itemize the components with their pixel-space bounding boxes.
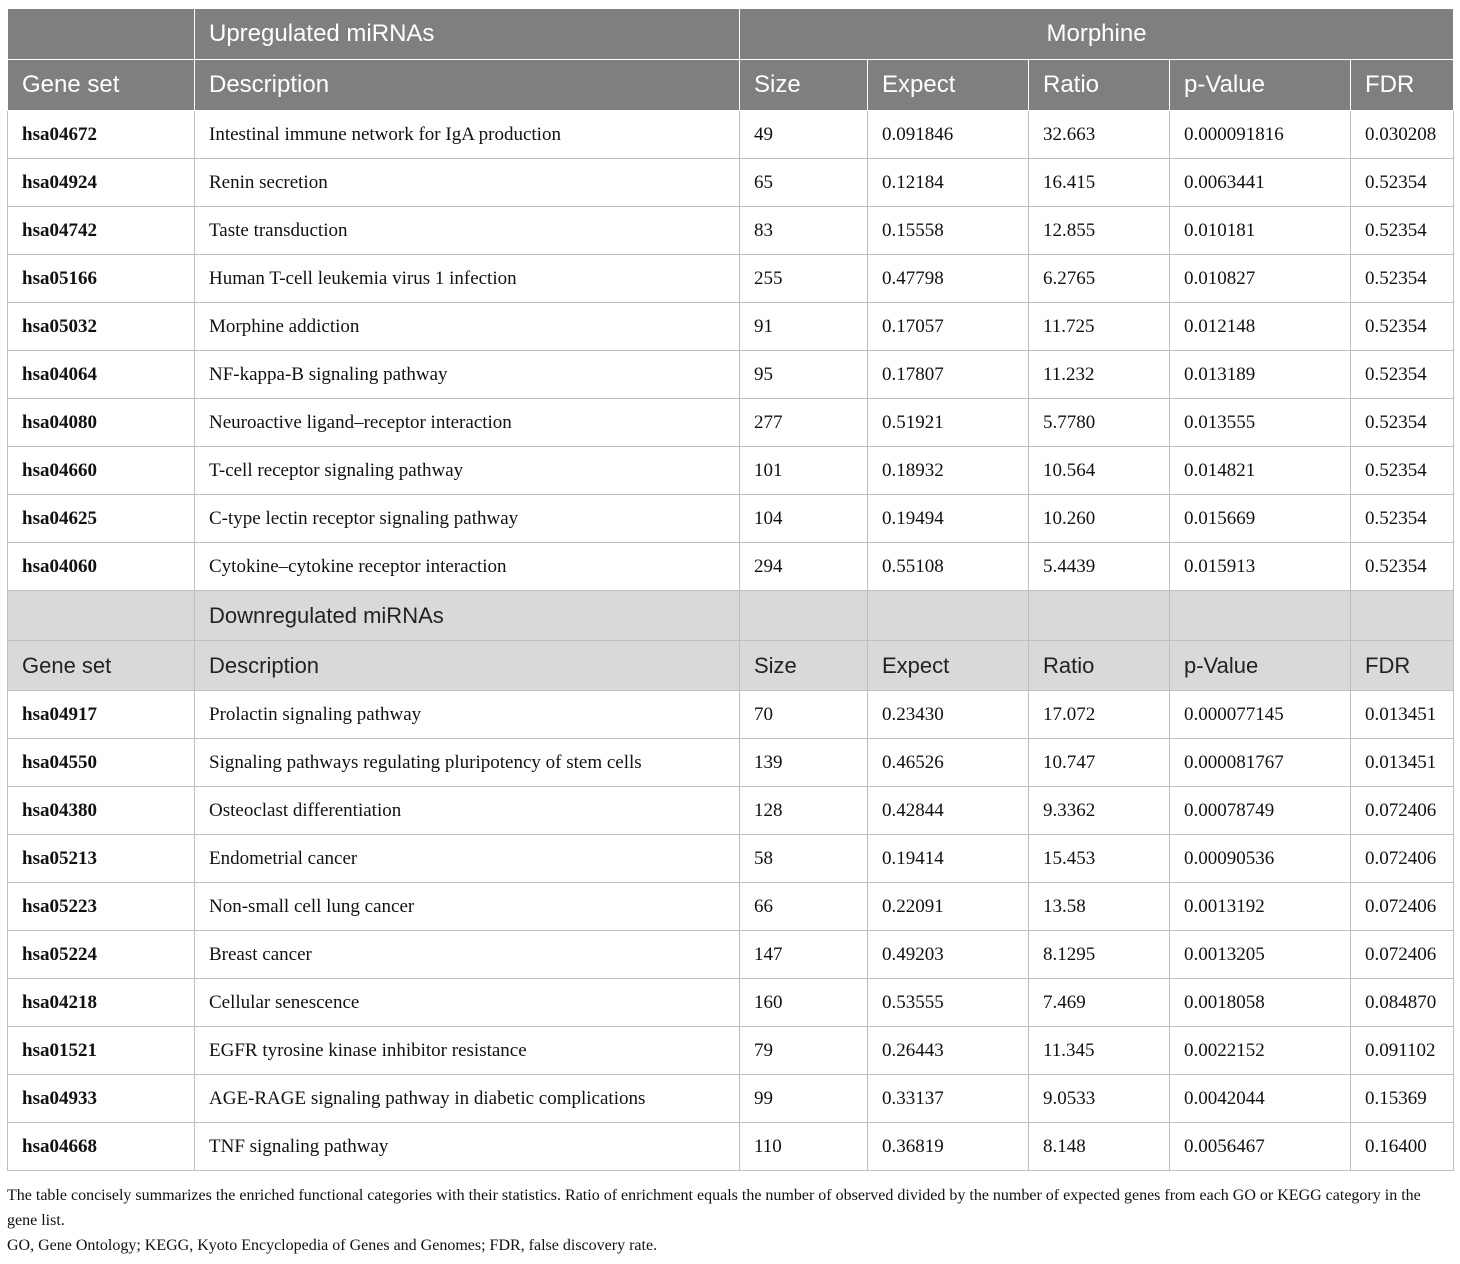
fdr-cell: 0.084870 <box>1351 979 1454 1027</box>
size-cell: 277 <box>740 399 868 447</box>
fdr-cell: 0.52354 <box>1351 255 1454 303</box>
expect-cell: 0.49203 <box>868 931 1029 979</box>
gene-set-cell: hsa04933 <box>8 1075 195 1123</box>
gene-set-cell: hsa04625 <box>8 495 195 543</box>
header-ratio: Ratio <box>1029 641 1170 691</box>
size-cell: 255 <box>740 255 868 303</box>
ratio-cell: 16.415 <box>1029 159 1170 207</box>
ratio-cell: 9.0533 <box>1029 1075 1170 1123</box>
description-cell: C-type lectin receptor signaling pathway <box>195 495 740 543</box>
size-cell: 160 <box>740 979 868 1027</box>
empty-header-cell <box>8 9 195 60</box>
expect-cell: 0.46526 <box>868 739 1029 787</box>
p-value-cell: 0.013189 <box>1170 351 1351 399</box>
p-value-cell: 0.015913 <box>1170 543 1351 591</box>
p-value-cell: 0.010181 <box>1170 207 1351 255</box>
table-row <box>8 931 1454 979</box>
size-cell: 294 <box>740 543 868 591</box>
p-value-cell: 0.0013192 <box>1170 883 1351 931</box>
ratio-cell: 11.345 <box>1029 1027 1170 1075</box>
expect-cell: 0.22091 <box>868 883 1029 931</box>
p-value-cell: 0.0042044 <box>1170 1075 1351 1123</box>
description-cell: Cellular senescence <box>195 979 740 1027</box>
fdr-cell: 0.52354 <box>1351 207 1454 255</box>
expect-cell: 0.19494 <box>868 495 1029 543</box>
fdr-cell: 0.16400 <box>1351 1123 1454 1171</box>
description-cell: AGE-RAGE signaling pathway in diabetic complications <box>195 1075 740 1123</box>
p-value-cell: 0.000091816 <box>1170 111 1351 159</box>
ratio-cell: 9.3362 <box>1029 787 1170 835</box>
gene-set-cell: hsa04380 <box>8 787 195 835</box>
table-footnotes <box>7 1183 1453 1258</box>
expect-cell: 0.51921 <box>868 399 1029 447</box>
p-value-cell: 0.013555 <box>1170 399 1351 447</box>
ratio-cell: 11.232 <box>1029 351 1170 399</box>
size-cell: 58 <box>740 835 868 883</box>
ratio-cell: 13.58 <box>1029 883 1170 931</box>
ratio-cell: 15.453 <box>1029 835 1170 883</box>
table-row <box>8 303 1454 351</box>
expect-cell: 0.53555 <box>868 979 1029 1027</box>
gene-set-cell: hsa04668 <box>8 1123 195 1171</box>
description-cell: Human T-cell leukemia virus 1 infection <box>195 255 740 303</box>
down-section-label: Downregulated miRNAs <box>195 591 740 641</box>
p-value-cell: 0.000081767 <box>1170 739 1351 787</box>
size-cell: 110 <box>740 1123 868 1171</box>
expect-cell: 0.55108 <box>868 543 1029 591</box>
ratio-cell: 32.663 <box>1029 111 1170 159</box>
description-cell: T-cell receptor signaling pathway <box>195 447 740 495</box>
fdr-cell: 0.091102 <box>1351 1027 1454 1075</box>
empty-header-cell <box>8 591 195 641</box>
p-value-cell: 0.0022152 <box>1170 1027 1351 1075</box>
table-row <box>8 979 1454 1027</box>
table-row <box>8 111 1454 159</box>
fdr-cell: 0.013451 <box>1351 691 1454 739</box>
gene-set-cell: hsa05213 <box>8 835 195 883</box>
gene-set-cell: hsa05166 <box>8 255 195 303</box>
fdr-cell: 0.072406 <box>1351 835 1454 883</box>
p-value-cell: 0.0056467 <box>1170 1123 1351 1171</box>
footnote-abbreviations: GO, Gene Ontology; KEGG, Kyoto Encyclopedia of Genes and Genomes; FDR, false discovery rate. <box>7 1237 658 1254</box>
table-row <box>8 495 1454 543</box>
gene-set-cell: hsa04550 <box>8 739 195 787</box>
description-cell: Prolactin signaling pathway <box>195 691 740 739</box>
expect-cell: 0.18932 <box>868 447 1029 495</box>
fdr-cell: 0.52354 <box>1351 351 1454 399</box>
down-column-header-row <box>8 641 1454 691</box>
header-p-value: p-Value <box>1170 641 1351 691</box>
p-value-cell: 0.00090536 <box>1170 835 1351 883</box>
description-cell: Breast cancer <box>195 931 740 979</box>
table-row <box>8 835 1454 883</box>
up-column-header-row <box>8 60 1454 111</box>
expect-cell: 0.15558 <box>868 207 1029 255</box>
gene-set-cell: hsa04060 <box>8 543 195 591</box>
table-row <box>8 1123 1454 1171</box>
p-value-cell: 0.000077145 <box>1170 691 1351 739</box>
gene-set-cell: hsa04218 <box>8 979 195 1027</box>
expect-cell: 0.17057 <box>868 303 1029 351</box>
expect-cell: 0.19414 <box>868 835 1029 883</box>
size-cell: 49 <box>740 111 868 159</box>
header-description: Description <box>195 641 740 691</box>
table-row <box>8 255 1454 303</box>
ratio-cell: 10.747 <box>1029 739 1170 787</box>
size-cell: 91 <box>740 303 868 351</box>
down-section-header-row <box>8 591 1454 641</box>
header-size: Size <box>740 60 868 111</box>
ratio-cell: 10.260 <box>1029 495 1170 543</box>
fdr-cell: 0.15369 <box>1351 1075 1454 1123</box>
ratio-cell: 5.7780 <box>1029 399 1170 447</box>
size-cell: 70 <box>740 691 868 739</box>
gene-set-cell: hsa01521 <box>8 1027 195 1075</box>
up-section-header-row <box>8 9 1454 60</box>
size-cell: 147 <box>740 931 868 979</box>
empty-header-cell <box>1170 591 1351 641</box>
p-value-cell: 0.0018058 <box>1170 979 1351 1027</box>
p-value-cell: 0.010827 <box>1170 255 1351 303</box>
ratio-cell: 10.564 <box>1029 447 1170 495</box>
enrichment-table-container <box>7 8 1453 1171</box>
table-row <box>8 691 1454 739</box>
fdr-cell: 0.072406 <box>1351 931 1454 979</box>
table-row <box>8 351 1454 399</box>
size-cell: 83 <box>740 207 868 255</box>
expect-cell: 0.12184 <box>868 159 1029 207</box>
table-row <box>8 399 1454 447</box>
expect-cell: 0.36819 <box>868 1123 1029 1171</box>
fdr-cell: 0.52354 <box>1351 303 1454 351</box>
gene-set-cell: hsa04917 <box>8 691 195 739</box>
gene-set-cell: hsa04660 <box>8 447 195 495</box>
fdr-cell: 0.52354 <box>1351 159 1454 207</box>
header-ratio: Ratio <box>1029 60 1170 111</box>
description-cell: Intestinal immune network for IgA production <box>195 111 740 159</box>
gene-set-cell: hsa04080 <box>8 399 195 447</box>
size-cell: 66 <box>740 883 868 931</box>
table-row <box>8 739 1454 787</box>
size-cell: 65 <box>740 159 868 207</box>
expect-cell: 0.47798 <box>868 255 1029 303</box>
gene-set-cell: hsa04924 <box>8 159 195 207</box>
description-cell: Morphine addiction <box>195 303 740 351</box>
fdr-cell: 0.52354 <box>1351 495 1454 543</box>
fdr-cell: 0.013451 <box>1351 739 1454 787</box>
fdr-cell: 0.52354 <box>1351 447 1454 495</box>
ratio-cell: 17.072 <box>1029 691 1170 739</box>
ratio-cell: 6.2765 <box>1029 255 1170 303</box>
table-row <box>8 1027 1454 1075</box>
empty-header-cell <box>868 591 1029 641</box>
fdr-cell: 0.52354 <box>1351 399 1454 447</box>
ratio-cell: 12.855 <box>1029 207 1170 255</box>
gene-set-cell: hsa05032 <box>8 303 195 351</box>
table-row <box>8 207 1454 255</box>
table-row <box>8 447 1454 495</box>
header-expect: Expect <box>868 641 1029 691</box>
expect-cell: 0.33137 <box>868 1075 1029 1123</box>
description-cell: Taste transduction <box>195 207 740 255</box>
table-row <box>8 159 1454 207</box>
table-row <box>8 787 1454 835</box>
header-description: Description <box>195 60 740 111</box>
ratio-cell: 7.469 <box>1029 979 1170 1027</box>
enrichment-table <box>7 8 1454 1171</box>
ratio-cell: 8.148 <box>1029 1123 1170 1171</box>
fdr-cell: 0.030208 <box>1351 111 1454 159</box>
description-cell: Signaling pathways regulating pluripotency of stem cells <box>195 739 740 787</box>
table-row <box>8 883 1454 931</box>
gene-set-cell: hsa04064 <box>8 351 195 399</box>
description-cell: Renin secretion <box>195 159 740 207</box>
size-cell: 104 <box>740 495 868 543</box>
ratio-cell: 8.1295 <box>1029 931 1170 979</box>
expect-cell: 0.23430 <box>868 691 1029 739</box>
header-expect: Expect <box>868 60 1029 111</box>
header-p-value: p-Value <box>1170 60 1351 111</box>
gene-set-cell: hsa05223 <box>8 883 195 931</box>
description-cell: NF-kappa-B signaling pathway <box>195 351 740 399</box>
expect-cell: 0.17807 <box>868 351 1029 399</box>
expect-cell: 0.42844 <box>868 787 1029 835</box>
empty-header-cell <box>740 591 868 641</box>
header-gene-set: Gene set <box>8 60 195 111</box>
size-cell: 101 <box>740 447 868 495</box>
size-cell: 95 <box>740 351 868 399</box>
expect-cell: 0.091846 <box>868 111 1029 159</box>
ratio-cell: 5.4439 <box>1029 543 1170 591</box>
size-cell: 79 <box>740 1027 868 1075</box>
expect-cell: 0.26443 <box>868 1027 1029 1075</box>
p-value-cell: 0.0013205 <box>1170 931 1351 979</box>
header-fdr: FDR <box>1351 641 1454 691</box>
table-body <box>8 9 1454 1171</box>
empty-header-cell <box>1029 591 1170 641</box>
p-value-cell: 0.0063441 <box>1170 159 1351 207</box>
description-cell: EGFR tyrosine kinase inhibitor resistance <box>195 1027 740 1075</box>
header-fdr: FDR <box>1351 60 1454 111</box>
p-value-cell: 0.014821 <box>1170 447 1351 495</box>
p-value-cell: 0.00078749 <box>1170 787 1351 835</box>
fdr-cell: 0.52354 <box>1351 543 1454 591</box>
description-cell: Cytokine–cytokine receptor interaction <box>195 543 740 591</box>
gene-set-cell: hsa05224 <box>8 931 195 979</box>
table-row <box>8 1075 1454 1123</box>
ratio-cell: 11.725 <box>1029 303 1170 351</box>
p-value-cell: 0.015669 <box>1170 495 1351 543</box>
gene-set-cell: hsa04742 <box>8 207 195 255</box>
up-section-label: Upregulated miRNAs <box>195 9 740 60</box>
morphine-group-label: Morphine <box>740 9 1454 60</box>
size-cell: 128 <box>740 787 868 835</box>
gene-set-cell: hsa04672 <box>8 111 195 159</box>
empty-header-cell <box>1351 591 1454 641</box>
header-gene-set: Gene set <box>8 641 195 691</box>
header-size: Size <box>740 641 868 691</box>
size-cell: 139 <box>740 739 868 787</box>
table-row <box>8 543 1454 591</box>
fdr-cell: 0.072406 <box>1351 883 1454 931</box>
description-cell: Non-small cell lung cancer <box>195 883 740 931</box>
fdr-cell: 0.072406 <box>1351 787 1454 835</box>
description-cell: TNF signaling pathway <box>195 1123 740 1171</box>
footnote-summary: The table concisely summarizes the enriched functional categories with their statistics. Ratio of enrichment equals the number of observed divided by the number of expected genes from each GO or KEGG category in the gene list. <box>7 1187 1421 1229</box>
description-cell: Osteoclast differentiation <box>195 787 740 835</box>
description-cell: Endometrial cancer <box>195 835 740 883</box>
description-cell: Neuroactive ligand–receptor interaction <box>195 399 740 447</box>
p-value-cell: 0.012148 <box>1170 303 1351 351</box>
size-cell: 99 <box>740 1075 868 1123</box>
